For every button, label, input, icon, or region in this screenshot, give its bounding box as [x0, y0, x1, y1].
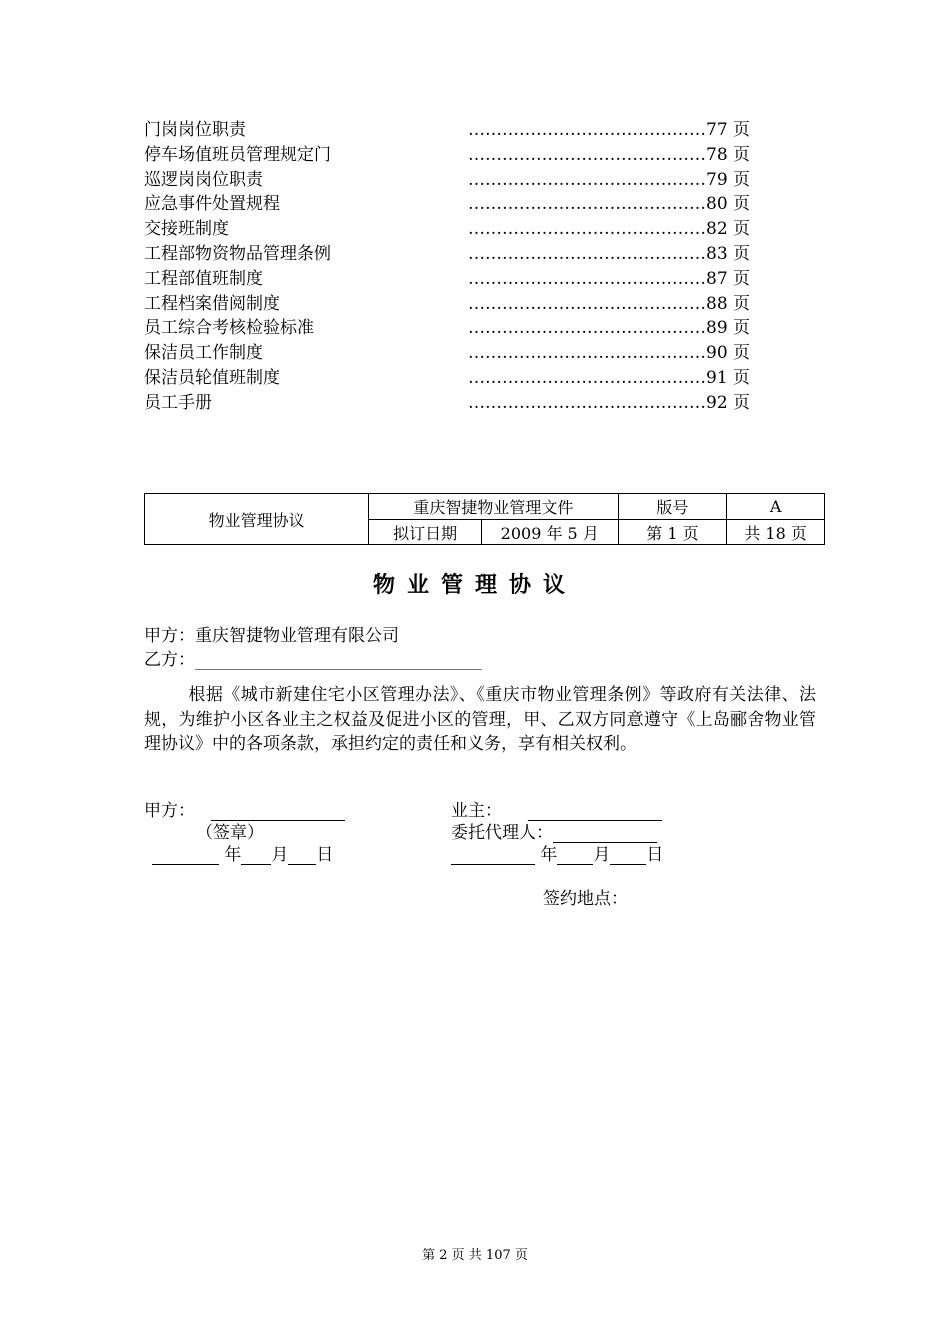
toc-entry [144, 341, 784, 366]
document-header-table [144, 493, 825, 545]
toc-entry [144, 192, 784, 217]
signing-location-label: 签约地点： [543, 889, 628, 909]
toc-entry-label: 保洁员工作制度 [144, 343, 263, 364]
month-blank [241, 846, 271, 865]
toc-entry-page: ……………………………………82 页 [468, 219, 751, 240]
owner-year-label: 年 [540, 845, 558, 865]
toc-entry [144, 217, 784, 242]
party-a-line: 甲方：重庆智捷物业管理有限公司 [144, 626, 399, 646]
toc-entry [144, 168, 784, 193]
page-footer: 第 2 页 共 107 页 [422, 1248, 528, 1263]
toc-entry-page: ……………………………………87 页 [468, 268, 751, 289]
draft-date-value-cell: 2009 年 5 月 [481, 520, 618, 545]
toc-entry [144, 267, 784, 292]
draft-date-label-cell: 拟订日期 [369, 520, 482, 545]
toc-entry-page: ……………………………………80 页 [468, 194, 751, 215]
toc-entry-label: 应急事件处置规程 [144, 194, 280, 215]
toc-entry [144, 366, 784, 391]
owner-date-line [451, 840, 663, 865]
toc-entry [144, 292, 784, 317]
agreement-paragraph [144, 683, 816, 757]
toc-entry-label: 停车场值班员管理规定门 [144, 144, 331, 165]
owner-month-label: 月 [593, 845, 611, 865]
year-label: 年 [224, 845, 242, 865]
party-b-line [144, 645, 482, 670]
owner-label: 业主： [451, 801, 502, 821]
total-pages-cell: 共 18 页 [727, 520, 825, 545]
toc-entry-page: ……………………………………83 页 [468, 243, 751, 264]
company-file-cell: 重庆智捷物业管理文件 [369, 494, 618, 520]
toc-entry [144, 118, 784, 143]
agent-label: 委托代理人： [451, 823, 553, 843]
party-a-date-line [152, 840, 333, 865]
toc-entry-label: 员工手册 [144, 392, 212, 413]
toc-entry-page: ……………………………………92 页 [468, 392, 751, 413]
party-a-sign-label: 甲方： [144, 801, 195, 821]
owner-month-blank [557, 846, 593, 865]
toc-entry-label: 门岗岗位职责 [144, 120, 246, 140]
toc-entry [144, 316, 784, 341]
toc-entry-label: 保洁员轮值班制度 [144, 367, 280, 388]
toc-entry [144, 143, 784, 168]
owner-day-label: 日 [646, 845, 664, 865]
page-number-cell: 第 1 页 [618, 520, 727, 545]
table-of-contents [144, 118, 784, 416]
toc-entry [144, 242, 784, 267]
doc-name-cell: 物业管理协议 [145, 494, 369, 545]
toc-entry-label: 工程部物资物品管理条例 [144, 243, 331, 264]
owner-year-blank [451, 846, 535, 865]
toc-entry-label: 工程档案借阅制度 [144, 293, 280, 314]
agreement-text: 根据《城市新建住宅小区管理办法》、《重庆市物业管理条例》等政府有关法律、法规，为维护小区各业主之权益及促进小区的管理，甲、乙双方同意遵守《上岛郦舍物业管理协议》中的各项条款，承担约定的责任和义务，享有相关权利。 [144, 685, 816, 754]
toc-entry-label: 巡逻岗岗位职责 [144, 169, 263, 190]
version-label-cell: 版号 [618, 494, 727, 520]
version-value-cell: A [727, 494, 825, 520]
month-label: 月 [271, 845, 289, 865]
toc-entry-page: ……………………………………91 页 [468, 367, 751, 388]
toc-entry [144, 391, 784, 416]
toc-entry-label: 工程部值班制度 [144, 268, 263, 289]
toc-entry-page: ……………………………………77 页 [468, 120, 751, 140]
toc-entry-page: ……………………………………79 页 [468, 169, 751, 190]
party-b-label: 乙方： [144, 650, 195, 670]
toc-entry-label: 交接班制度 [144, 219, 229, 240]
seal-label: （签章） [196, 823, 264, 843]
toc-entry-page: ……………………………………90 页 [468, 343, 751, 364]
toc-entry-page: ……………………………………89 页 [468, 318, 751, 339]
document-title: 物业管理协议 [372, 572, 577, 598]
toc-entry-label: 员工综合考核检验标准 [144, 318, 314, 339]
toc-entry-page: ……………………………………78 页 [468, 144, 751, 165]
owner-day-blank [610, 846, 646, 865]
day-blank [288, 846, 316, 865]
party-b-blank [195, 651, 482, 670]
toc-entry-page: ……………………………………88 页 [468, 293, 751, 314]
year-blank [152, 846, 219, 865]
day-label: 日 [316, 845, 334, 865]
